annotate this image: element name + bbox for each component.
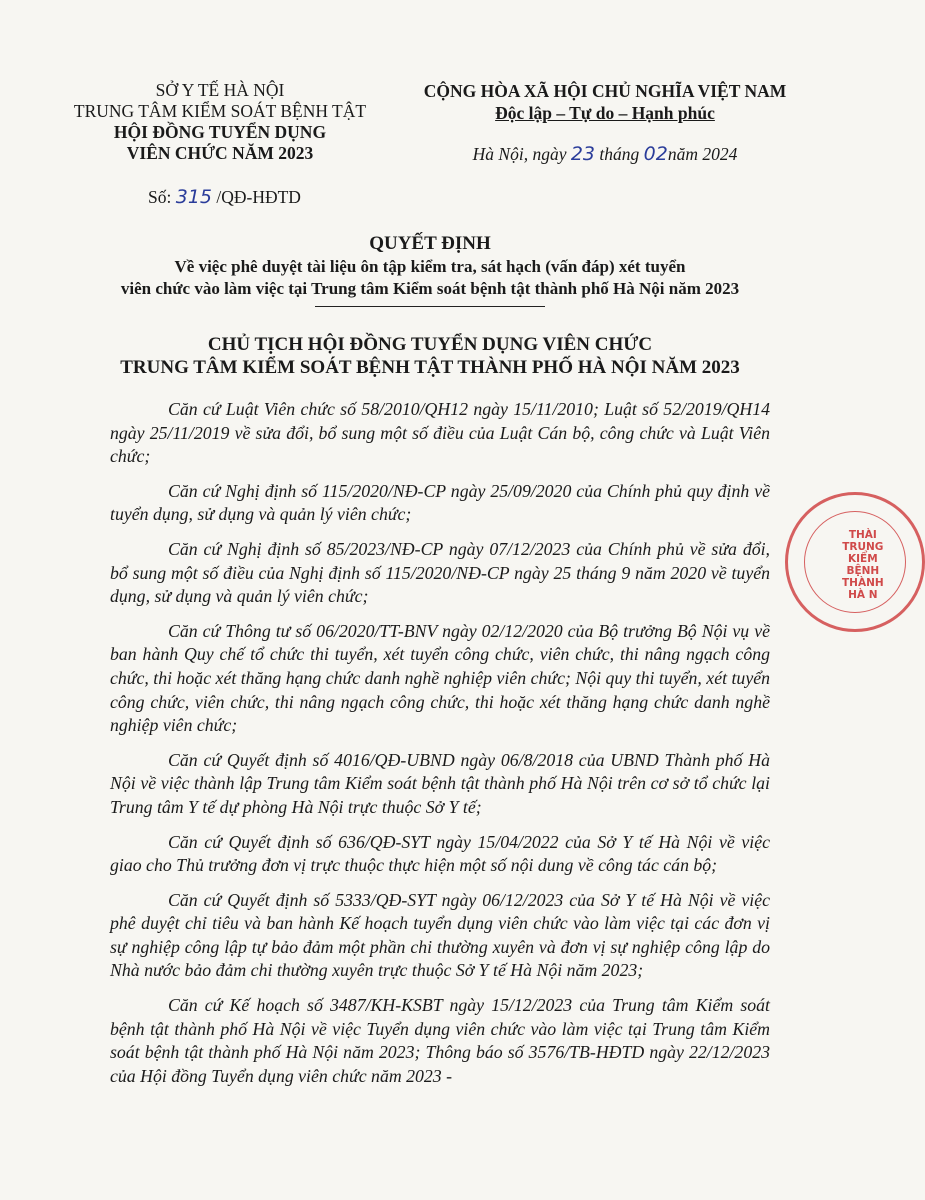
legal-basis-paragraph: Căn cứ Thông tư số 06/2020/TT-BNV ngày 02/12/2020 của Bộ trưởng Bộ Nội vụ về ban hành Quy chế tổ chức thi tuyển, xét tuyển công chức, viên chức, thi nâng ngạch công chức, thi hoặc xét thăng hạng chức danh nghề nghiệp viên chức; Nội quy thi tuyển, xét tuyển công chức, viên chức, thi nâng ngạch công chức, thi hoặc xét thăng hạng chức danh nghề nghiệp viên chức;: [110, 620, 770, 736]
decision-title: QUYẾT ĐỊNH: [369, 233, 491, 254]
authority-line-1: CHỦ TỊCH HỘI ĐỒNG TUYỂN DỤNG VIÊN CHỨC: [207, 334, 653, 355]
national-motto: Độc lập – Tự do – Hạnh phúc: [495, 103, 715, 123]
seal-text-line: BỆNH: [846, 565, 880, 577]
country-name: CỘNG HÒA XÃ HỘI CHỦ NGHĨA VIỆT NAM: [423, 81, 787, 101]
agency-line-4: VIÊN CHỨC NĂM 2023: [126, 143, 314, 163]
legal-basis-paragraph: Căn cứ Quyết định số 636/QĐ-SYT ngày 15/04/2022 của Sở Y tế Hà Nội về việc giao cho Thủ trưởng đơn vị trực thuộc thực hiện một số nội dung về công tác cán bộ;: [110, 831, 770, 876]
legal-basis-paragraph: Căn cứ Luật Viên chức số 58/2010/QH12 ngày 15/11/2010; Luật số 52/2019/QH14 ngày 25/11/2019 về sửa đổi, bổ sung một số điều của Luật Cán bộ, công chức và Luật Viên chức;: [110, 399, 770, 467]
date-line: [405, 143, 805, 165]
doc-number-value: 315: [175, 186, 212, 208]
document-number: [148, 186, 301, 208]
seal-text-line: THÀNH: [842, 577, 884, 589]
date-month: 02: [643, 143, 668, 165]
seal-text-line: HÀ N: [848, 589, 878, 601]
legal-basis-paragraph: Căn cứ Nghị định số 85/2023/NĐ-CP ngày 07/12/2023 của Chính phủ về sửa đổi, bổ sung một số điều của Nghị định số 115/2020/NĐ-CP ngày 25 tháng 9 năm 2020 về tuyển dụng, sử dụng và quản lý viên chức;: [110, 538, 770, 607]
national-header: [405, 80, 805, 124]
legal-basis-paragraph: Căn cứ Quyết định số 4016/QĐ-UBND ngày 06/8/2018 của UBND Thành phố Hà Nội về việc thành lập Trung tâm Kiểm soát bệnh tật thành phố Hà Nội trên cơ sở tổ chức lại Trung tâm Y tế dự phòng Hà Nội trực thuộc Sở Y tế;: [110, 749, 770, 817]
authority-line-2: TRUNG TÂM KIỂM SOÁT BỆNH TẬT THÀNH PHỐ HÀ NỘI NĂM 2023: [120, 357, 740, 378]
seal-text-line: TRUNG: [842, 541, 884, 553]
legal-basis-paragraph: Căn cứ Quyết định số 5333/QĐ-SYT ngày 06/12/2023 của Sở Y tế Hà Nội về việc phê duyệt chỉ tiêu và ban hành Kế hoạch tuyển dụng viên chức vào làm việc tại các đơn vị sự nghiệp công lập tự bảo đảm một phần chi thường xuyên và đơn vị sự nghiệp công lập do Nhà nước bảo đảm chi thường xuyên trực thuộc Sở Y tế Hà Nội năm 2023;: [110, 889, 770, 981]
legal-basis-paragraph: Căn cứ Nghị định số 115/2020/NĐ-CP ngày 25/09/2020 của Chính phủ quy định về tuyển dụng, sử dụng và quản lý viên chức;: [110, 480, 770, 525]
agency-line-1: SỞ Y TẾ HÀ NỘI: [155, 80, 285, 100]
seal-text: [842, 529, 884, 601]
date-prefix: Hà Nội, ngày: [472, 144, 571, 164]
title-divider: [315, 306, 545, 307]
decision-title-block: [60, 232, 800, 307]
official-seal-stamp: [785, 492, 925, 632]
issuing-agency-header: [55, 80, 385, 164]
doc-number-suffix: /QĐ-HĐTD: [212, 187, 301, 207]
date-suffix: năm 2024: [667, 144, 738, 164]
agency-line-2: TRUNG TÂM KIỂM SOÁT BỆNH TẬT: [73, 101, 367, 121]
date-month-label: tháng: [595, 144, 644, 164]
legal-basis-paragraph: Căn cứ Kế hoạch số 3487/KH-KSBT ngày 15/12/2023 của Trung tâm Kiểm soát bệnh tật thành phố Hà Nội về việc Tuyển dụng viên chức vào làm việc tại Trung tâm Kiểm soát bệnh tật thành phố Hà Nội năm 2023; Thông báo số 3576/TB-HĐTD ngày 22/12/2023 của Hội đồng Tuyển dụng viên chức năm 2023 -: [110, 995, 770, 1086]
seal-text-line: THÀI: [848, 529, 877, 541]
decision-subject-line-2: viên chức vào làm việc tại Trung tâm Kiểm soát bệnh tật thành phố Hà Nội năm 2023: [120, 279, 740, 298]
date-day: 23: [570, 143, 596, 165]
decision-subject-line-1: Về việc phê duyệt tài liệu ôn tập kiểm tra, sát hạch (vấn đáp) xét tuyển: [174, 257, 686, 276]
legal-basis-body: [110, 398, 770, 1099]
agency-line-3: HỘI ĐỒNG TUYỂN DỤNG: [113, 122, 327, 142]
seal-text-line: KIỂM: [847, 553, 878, 565]
doc-number-label: Số:: [148, 187, 176, 207]
authority-heading: [60, 333, 800, 379]
